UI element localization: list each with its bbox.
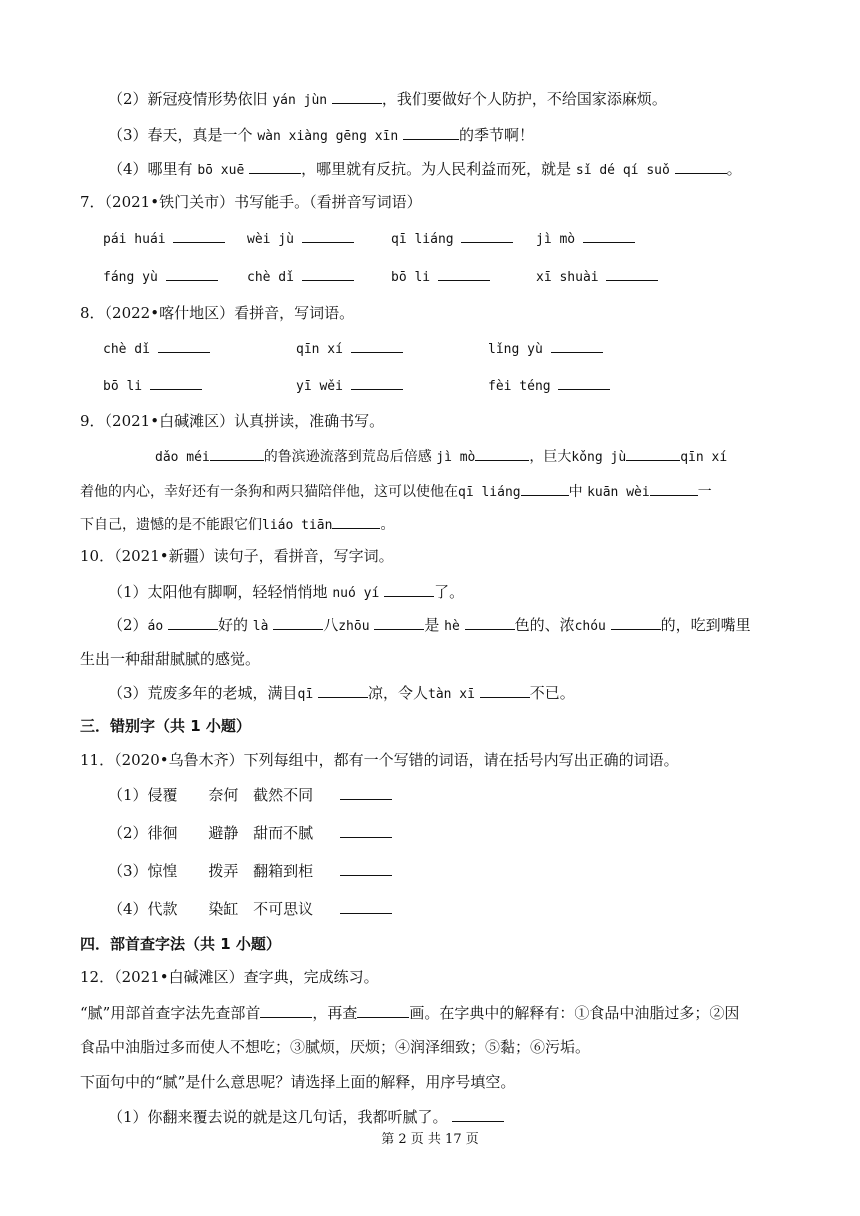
answer-blank[interactable]: [480, 683, 530, 698]
q12-para-3: 下面句中的“腻”是什么意思呢？请选择上面的解释，用序号填空。: [80, 1073, 516, 1091]
q11-row-1: （1）侵覆 奈何 截然不同: [108, 785, 392, 805]
q6-l4-pinyin-2: sǐ dé qí suǒ: [575, 163, 670, 178]
q6-l4-pre: （4）哪里有: [108, 160, 193, 178]
answer-blank[interactable]: [374, 615, 424, 630]
q11-row-3: （3）惊惶 拨弄 翻箱到柜: [108, 861, 392, 881]
answer-blank[interactable]: [475, 446, 529, 461]
answer-blank[interactable]: [340, 861, 392, 876]
q10-line-3: （3）荒废多年的老城，满目qī 凉，令人tàn xī 不已。: [108, 684, 575, 702]
q7-title: 7．（2021•铁门关市）书写能手。（看拼音写词语）: [80, 193, 422, 211]
section-4-heading: 四．部首查字法（共 1 小题）: [80, 935, 281, 953]
q11-title: 11．（2020•乌鲁木齐）下列每组中，都有一个写错的词语，请在括号内写出正确的词语。: [80, 751, 679, 769]
answer-blank[interactable]: [583, 228, 635, 243]
answer-blank[interactable]: [340, 785, 392, 800]
q12-item-1: （1）你翻来覆去说的就是这几句话，我都听腻了。: [108, 1107, 504, 1127]
q6-l4-pinyin-1: bō xuē: [197, 163, 245, 178]
pinyin-item: chè dǐ: [103, 338, 210, 360]
q6-l3-post: 的季节啊！: [459, 126, 535, 144]
answer-blank[interactable]: [558, 375, 610, 390]
pinyin-item: yī wěi: [296, 375, 403, 397]
answer-blank[interactable]: [166, 266, 218, 281]
answer-blank[interactable]: [302, 266, 354, 281]
answer-blank[interactable]: [210, 446, 264, 461]
answer-blank[interactable]: [351, 338, 403, 353]
answer-blank[interactable]: [403, 125, 459, 140]
answer-blank[interactable]: [302, 228, 354, 243]
answer-blank[interactable]: [675, 159, 727, 174]
section-3-heading: 三．错别字（共 1 小题）: [80, 717, 251, 735]
answer-blank[interactable]: [551, 338, 603, 353]
answer-blank[interactable]: [318, 683, 368, 698]
q6-l4-mid: ，哪里就有反抗。为人民利益而死，就是: [301, 160, 572, 178]
answer-blank[interactable]: [452, 1107, 504, 1122]
q12-para-2: 食品中油脂过多而使人不想吃；③腻烦，厌烦；④润泽细致；⑤黏；⑥污垢。: [80, 1038, 591, 1056]
page-footer: 第 2 页 共 17 页: [381, 1132, 479, 1147]
q10-line-2: （2）áo 好的 là 八zhōu 是 hè 色的、浓chóu 的，吃到嘴里: [108, 616, 751, 634]
pinyin-item: jì mò: [536, 228, 635, 250]
answer-blank[interactable]: [273, 615, 323, 630]
answer-blank[interactable]: [384, 582, 434, 597]
answer-blank[interactable]: [249, 159, 301, 174]
pinyin-item: pái huái: [103, 228, 225, 250]
answer-blank[interactable]: [611, 615, 661, 630]
answer-blank[interactable]: [168, 615, 218, 630]
pinyin-item: fáng yù: [103, 266, 218, 288]
answer-blank[interactable]: [606, 266, 658, 281]
pinyin-item: chè dǐ: [247, 266, 354, 288]
answer-blank[interactable]: [465, 615, 515, 630]
answer-blank[interactable]: [340, 823, 392, 838]
q6-l3-pinyin: wàn xiàng gēng xīn: [257, 129, 399, 144]
q6-l2-pre: （2）新冠疫情形势依旧: [108, 90, 268, 108]
pinyin-item: qīn xí: [296, 338, 403, 360]
q6-line-2: [108, 89, 667, 111]
q6-l2-post: ，我们要做好个人防护，不给国家添麻烦。: [381, 90, 667, 108]
q10-line-1: （1）太阳他有脚啊，轻轻悄悄地 nuó yí 了。: [108, 583, 465, 601]
q8-title: 8．（2022•喀什地区）看拼音，写词语。: [80, 304, 355, 322]
answer-blank[interactable]: [150, 375, 202, 390]
q9-para-line-2: 着他的内心，幸好还有一条狗和两只猫陪伴他，这可以使他在qī liáng 中 kuān wèi 一: [80, 481, 712, 503]
q6-l2-pinyin: yán jùn: [272, 93, 328, 108]
pinyin-item: lǐng yù: [488, 338, 603, 360]
q9-para-line-1: dǎo méi 的鲁滨逊流落到荒岛后倍感 jì mò ，巨大kǒng jù qīn xí: [155, 446, 727, 468]
pinyin-item: xī shuài: [536, 266, 658, 288]
answer-blank[interactable]: [158, 338, 210, 353]
q6-l3-pre: （3）春天，真是一个: [108, 126, 253, 144]
pinyin-item: bō li: [103, 375, 202, 397]
q6-line-3: [108, 125, 534, 147]
answer-blank[interactable]: [351, 375, 403, 390]
pinyin-item: fèi téng: [488, 375, 610, 397]
answer-blank[interactable]: [173, 228, 225, 243]
answer-blank[interactable]: [650, 481, 698, 496]
q11-row-4: （4）代款 染缸 不可思议: [108, 899, 392, 919]
pinyin-item: qī liáng: [391, 228, 513, 250]
answer-blank[interactable]: [260, 1003, 312, 1018]
q6-line-4: [108, 159, 742, 181]
q10-title: 10．（2021•新疆）读句子，看拼音，写字词。: [80, 547, 394, 565]
q9-para-line-3: 下自己，遗憾的是不能跟它们liáo tiān 。: [80, 514, 394, 536]
q10-line-2-cont: 生出一种甜甜腻腻的感觉。: [80, 650, 261, 668]
answer-blank[interactable]: [340, 899, 392, 914]
pinyin-item: wèi jù: [247, 228, 354, 250]
q11-row-2: （2）徘徊 避静 甜而不腻: [108, 823, 392, 843]
answer-blank[interactable]: [461, 228, 513, 243]
q12-para-1: “腻”用部首查字法先查部首 ，再查 画。在字典中的解释有：①食品中油脂过多；②因: [80, 1004, 740, 1022]
q12-title: 12．（2021•白碱滩区）查字典，完成练习。: [80, 968, 379, 986]
answer-blank[interactable]: [438, 266, 490, 281]
answer-blank[interactable]: [332, 514, 380, 529]
q9-title: 9．（2021•白碱滩区）认真拼读，准确书写。: [80, 412, 385, 430]
q6-l4-post: 。: [726, 160, 742, 178]
answer-blank[interactable]: [626, 446, 680, 461]
pinyin-item: bō li: [391, 266, 490, 288]
answer-blank[interactable]: [357, 1003, 409, 1018]
answer-blank[interactable]: [521, 481, 569, 496]
answer-blank[interactable]: [332, 89, 382, 104]
